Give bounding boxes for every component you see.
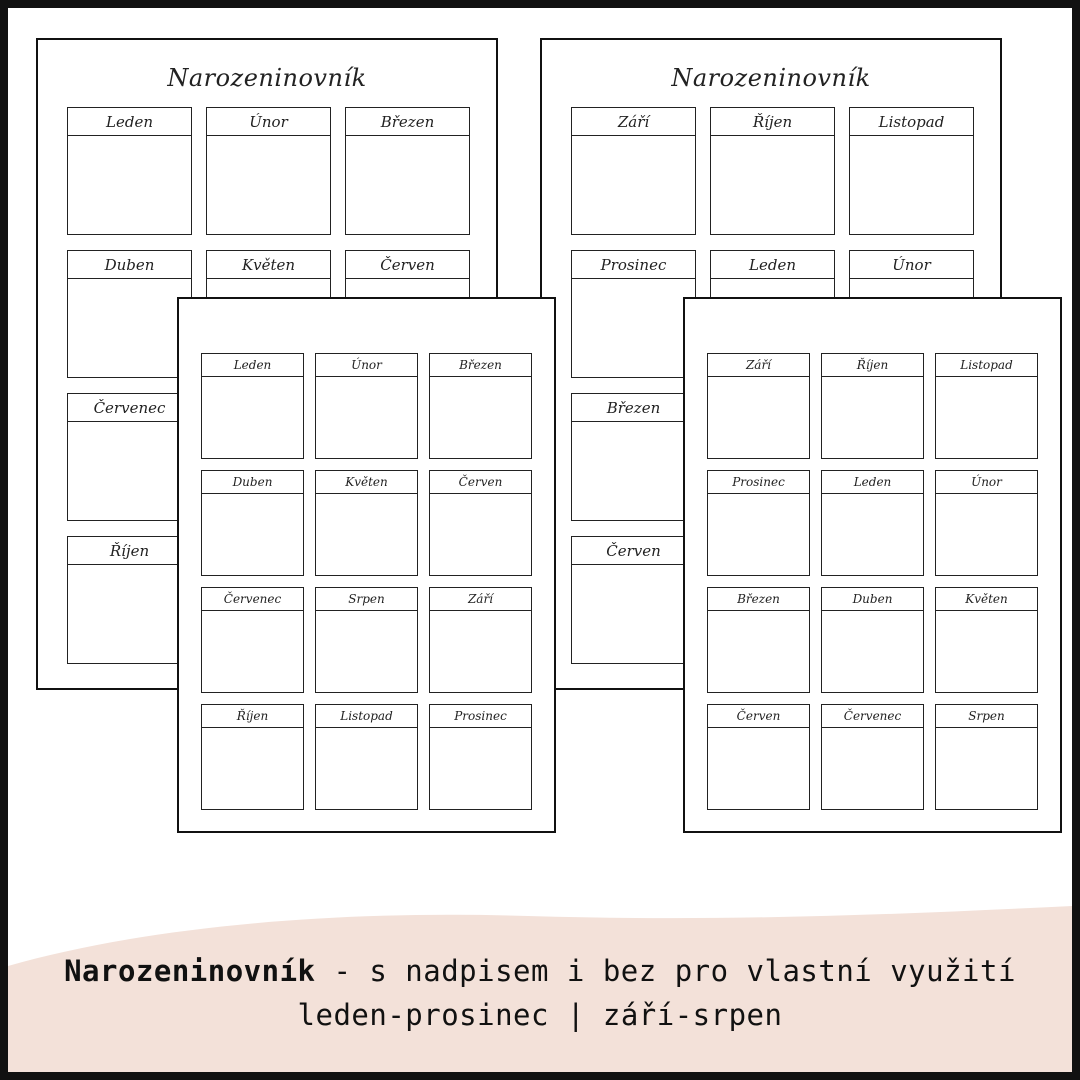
month-box [201,587,304,693]
month-box [710,107,835,235]
month-box [67,107,192,235]
month-box [571,393,696,521]
month-label: Březen [572,394,695,422]
month-label: Říjen [202,705,303,728]
month-box [67,250,192,378]
caption-line-1 [8,954,1072,988]
month-label: Říjen [68,537,191,565]
month-label: Listopad [850,108,973,136]
month-label: Prosinec [572,251,695,279]
month-box [429,587,532,693]
month-box [429,353,532,459]
month-box [201,704,304,810]
month-label: Květen [316,471,417,494]
month-label: Duben [68,251,191,279]
month-box [821,470,924,576]
month-box [315,470,418,576]
month-label: Listopad [316,705,417,728]
month-box [935,704,1038,810]
caption-subtitle: - s nadpisem i bez pro vlastní využití [315,954,1016,988]
month-label: Leden [202,354,303,377]
month-label: Únor [936,471,1037,494]
month-label: Prosinec [708,471,809,494]
month-label: Únor [316,354,417,377]
month-box [67,536,192,664]
month-label: Září [430,588,531,611]
month-box [821,587,924,693]
month-label: Březen [430,354,531,377]
month-label: Květen [207,251,330,279]
month-label: Srpen [936,705,1037,728]
month-box [315,704,418,810]
month-label: Říjen [822,354,923,377]
month-box [707,587,810,693]
month-box [707,704,810,810]
month-box [67,393,192,521]
month-box [315,353,418,459]
month-box [707,470,810,576]
preview-frame [8,8,1072,1072]
month-label: Listopad [936,354,1037,377]
month-box [935,353,1038,459]
month-box [935,470,1038,576]
month-box [571,250,696,378]
month-box [201,353,304,459]
caption-title: Narozeninovník [64,954,316,988]
month-label: Únor [207,108,330,136]
month-label: Červenec [68,394,191,422]
month-label: Prosinec [430,705,531,728]
month-label: Červen [430,471,531,494]
sheet-title: Narozeninovník [167,64,367,92]
month-label: Září [572,108,695,136]
month-label: Březen [708,588,809,611]
month-label: Leden [822,471,923,494]
caption-line-2: leden-prosinec | září-srpen [297,998,783,1032]
month-label: Červenec [202,588,303,611]
month-box [849,107,974,235]
month-box [821,704,924,810]
month-box [201,470,304,576]
month-label: Leden [711,251,834,279]
month-label: Červen [708,705,809,728]
sheet-title: Narozeninovník [671,64,871,92]
sheet-front-left [177,297,556,833]
month-box [571,536,696,664]
month-box [707,353,810,459]
month-box [345,107,470,235]
month-label: Květen [936,588,1037,611]
month-label: Duben [822,588,923,611]
month-label: Březen [346,108,469,136]
month-label: Srpen [316,588,417,611]
month-label: Duben [202,471,303,494]
month-box [935,587,1038,693]
month-label: Červenec [822,705,923,728]
month-box [821,353,924,459]
month-box [315,587,418,693]
sheet-front-right [683,297,1062,833]
month-label: Červen [346,251,469,279]
month-box [429,470,532,576]
month-box [206,107,331,235]
month-label: Říjen [711,108,834,136]
month-label: Únor [850,251,973,279]
month-box [571,107,696,235]
month-label: Leden [68,108,191,136]
month-box [429,704,532,810]
month-label: Září [708,354,809,377]
month-label: Červen [572,537,695,565]
